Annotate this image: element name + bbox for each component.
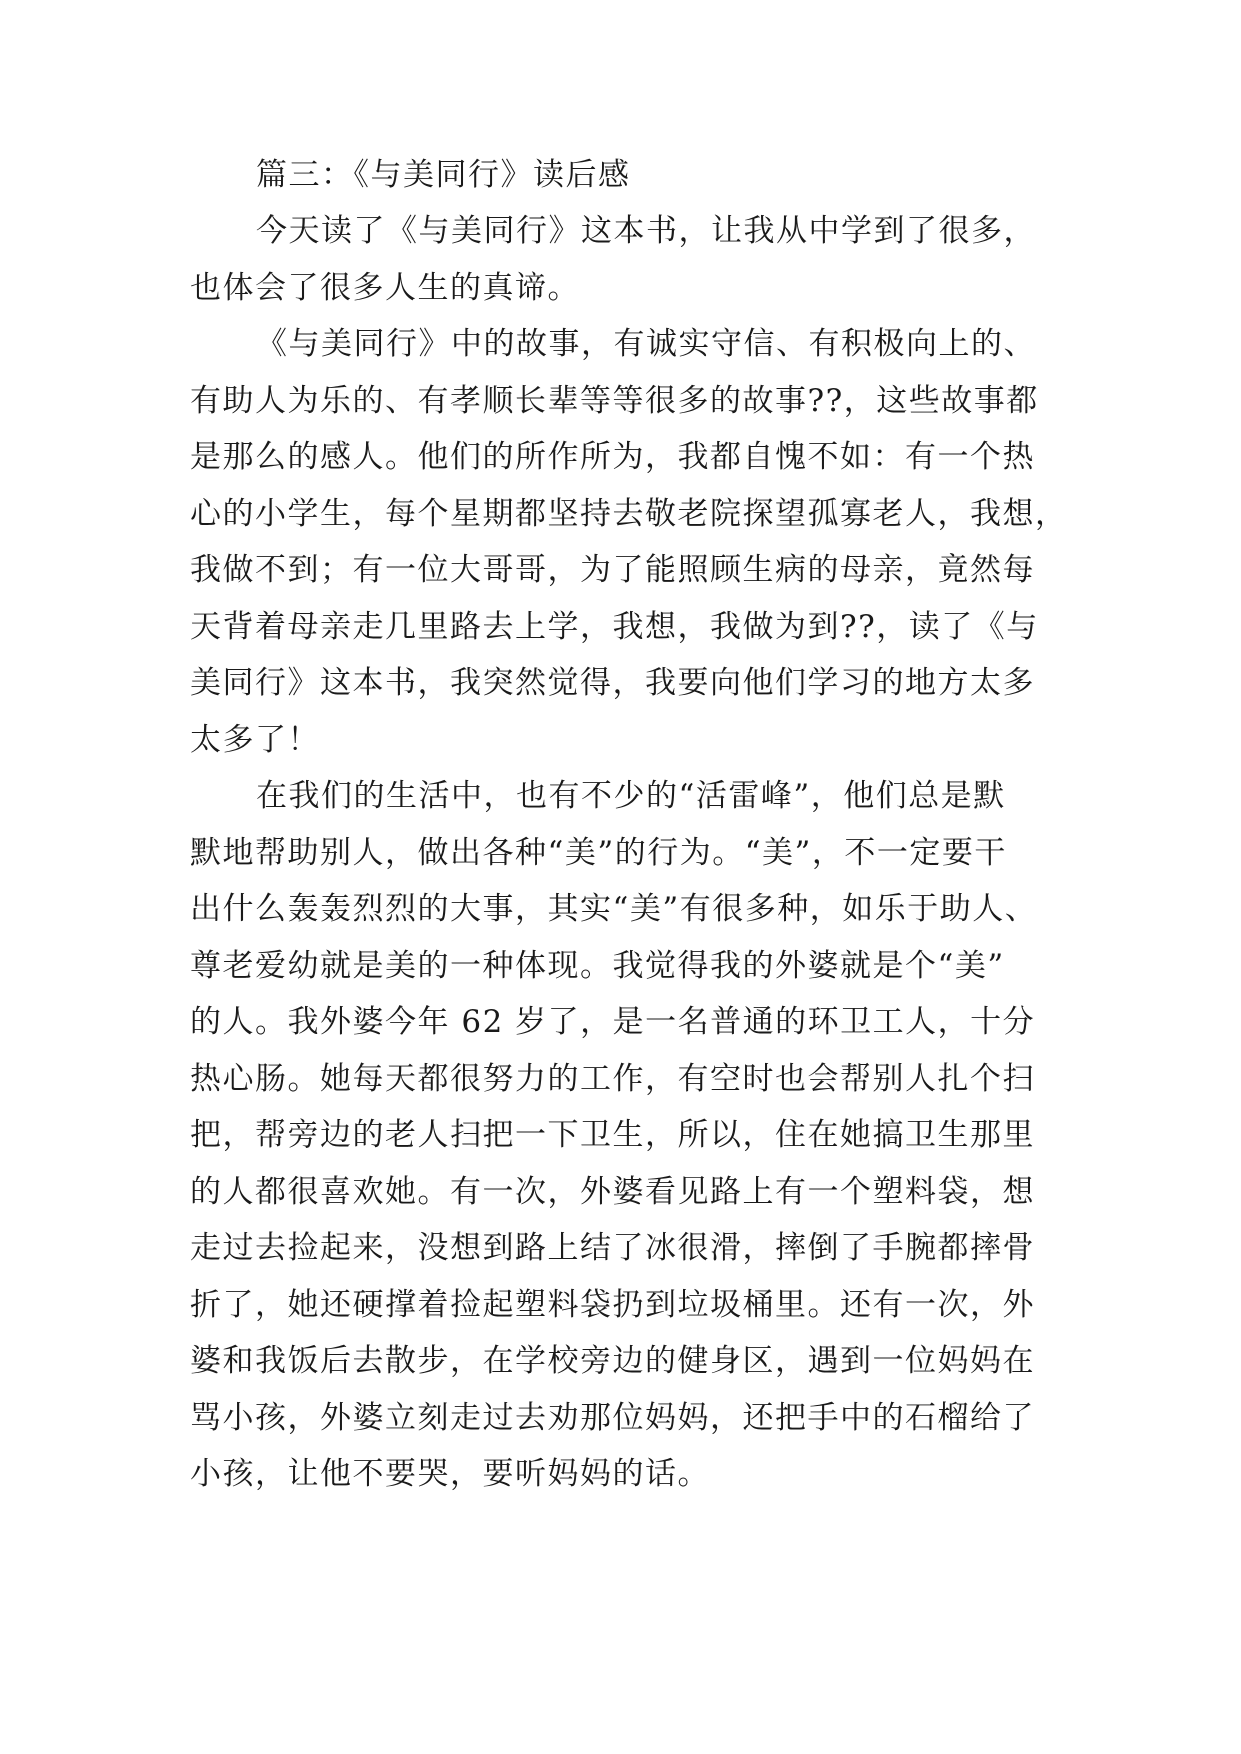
text-line: 的人。我外婆今年 62 岁了，是一名普通的环卫工人，十分	[190, 1004, 1036, 1040]
text-line: 骂小孩，外婆立刻走过去劝那位妈妈，还把手中的石榴给了	[190, 1400, 1035, 1436]
text-line: 天背着母亲走几里路去上学，我想，我做为到??，读了《与	[190, 609, 1039, 645]
text-line: 我做不到；有一位大哥哥，为了能照顾生病的母亲，竟然每	[190, 552, 1035, 588]
text-line: 的人都很喜欢她。有一次，外婆看见路上有一个塑料袋，想	[190, 1174, 1035, 1210]
text-line: 折了，她还硬撑着捡起塑料袋扔到垃圾桶里。还有一次，外	[190, 1287, 1035, 1323]
text-line: 尊老爱幼就是美的一种体现。我觉得我的外婆就是个“美”	[190, 948, 1005, 984]
text-line: 热心肠。她每天都很努力的工作，有空时也会帮别人扎个扫	[190, 1061, 1035, 1097]
text-line: 有助人为乐的、有孝顺长辈等等很多的故事??，这些故事都	[190, 383, 1039, 419]
text-line: 在我们的生活中，也有不少的“活雷峰”，他们总是默	[256, 778, 1006, 814]
text-line: 走过去捡起来，没想到路上结了冰很滑，摔倒了手腕都摔骨	[190, 1230, 1035, 1266]
text-line: 太多了！	[190, 722, 320, 758]
text-line: 美同行》这本书，我突然觉得，我要向他们学习的地方太多	[190, 665, 1035, 701]
text-line: 《与美同行》中的故事，有诚实守信、有积极向上的、	[256, 326, 1036, 362]
text-line: 也体会了很多人生的真谛。	[190, 270, 580, 306]
text-line: 心的小学生，每个星期都坚持去敬老院探望孤寡老人，我想，	[190, 496, 1068, 532]
text-line: 今天读了《与美同行》这本书，让我从中学到了很多，	[256, 213, 1036, 249]
text-line: 是那么的感人。他们的所作所为，我都自愧不如：有一个热	[190, 439, 1035, 475]
text-line: 小孩，让他不要哭，要听妈妈的话。	[190, 1456, 710, 1492]
document-title: 篇三：《与美同行》读后感	[256, 157, 631, 193]
text-line: 默地帮助别人，做出各种“美”的行为。“美”，不一定要干	[190, 835, 1007, 871]
text-line: 出什么轰轰烈烈的大事，其实“美”有很多种，如乐于助人、	[190, 891, 1038, 927]
text-line: 把，帮旁边的老人扫把一下卫生，所以，住在她搞卫生那里	[190, 1117, 1035, 1153]
text-line: 婆和我饭后去散步，在学校旁边的健身区，遇到一位妈妈在	[190, 1343, 1035, 1379]
